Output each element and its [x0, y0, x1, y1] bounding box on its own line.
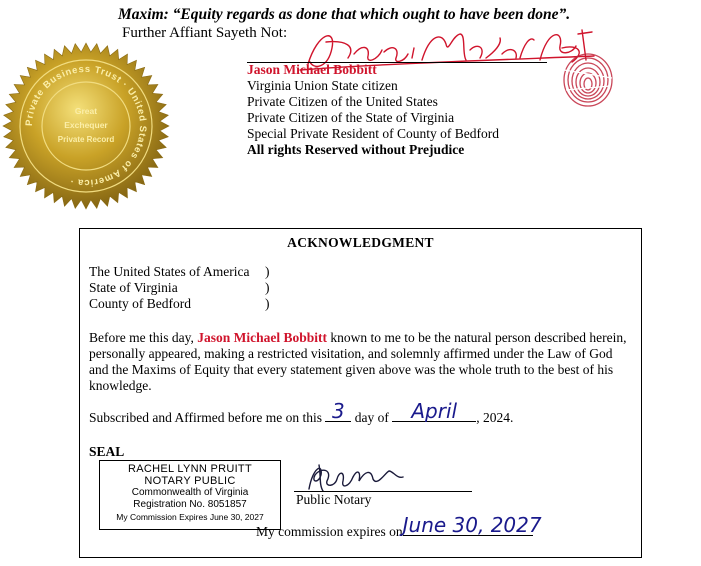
stamp-jurisdiction: Commonwealth of Virginia [131, 487, 249, 498]
stamp-registration: Registration No. 8051857 [133, 499, 247, 510]
notary-stamp [99, 460, 281, 530]
commission-line: My commission expires on June 30, 2027 [256, 513, 542, 539]
stamp-name: RACHEL LYNN PRUITT [128, 463, 252, 475]
affiant-block [247, 62, 499, 158]
month-field: April [392, 407, 476, 422]
acknowledged-name: Jason Michael Bobbitt [197, 330, 327, 345]
seal-center-line-3: Private Record [57, 135, 115, 144]
venue-line-3: County of Bedford ) [89, 296, 270, 311]
affiant-line-2: Private Citizen of the United States [247, 94, 438, 109]
affiant-line-4: Special Private Resident of County of Bedford [247, 126, 499, 141]
affiant-name: Jason Michael Bobbitt [247, 62, 377, 77]
thumbprint-icon [560, 50, 616, 108]
subscribed-line: Subscribed and Affirmed before me on this 3 day of April , 2024. [89, 399, 514, 425]
seal-center-line-2: Exchequer [64, 120, 108, 130]
seal-label: SEAL [89, 444, 125, 459]
stamp-title: NOTARY PUBLIC [144, 475, 236, 487]
notary-label: Public Notary [296, 492, 372, 507]
stamp-expires: My Commission Expires June 30, 2027 [116, 512, 264, 522]
affiant-line-1: Virginia Union State citizen [247, 78, 398, 93]
acknowledgment-box [79, 228, 642, 558]
acknowledgment-paragraph: Before me this day, Jason Michael Bobbitt known to me to be the natural person described herein, personally appeared, making a restricted visitation, and solemnly affirmed under the Law of God and the Maxims of Equity that every statement given above was the whole truth to the best of his knowledge. [89, 330, 627, 393]
maxim-heading: Maxim: “Equity regards as done that which ought to have been done”. [118, 6, 571, 23]
venue-block [89, 264, 270, 312]
acknowledgment-title: ACKNOWLEDGMENT [287, 235, 434, 250]
venue-line-1: The United States of America ) [89, 264, 270, 279]
further-affiant-text: Further Affiant Sayeth Not: [122, 25, 288, 41]
gold-seal-icon [2, 42, 170, 210]
seal-ring-text: Private Business Trust · United States of America · [23, 63, 149, 189]
day-field: 3 [325, 407, 351, 422]
affiant-line-3: Private Citizen of the State of Virginia [247, 110, 455, 125]
commission-date-field: June 30, 2027 [402, 513, 542, 537]
seal-center-line-1: Great [74, 106, 98, 116]
venue-line-2: State of Virginia ) [89, 280, 270, 295]
rights-reserved: All rights Reserved without Prejudice [247, 142, 465, 157]
notary-signature [305, 461, 405, 493]
